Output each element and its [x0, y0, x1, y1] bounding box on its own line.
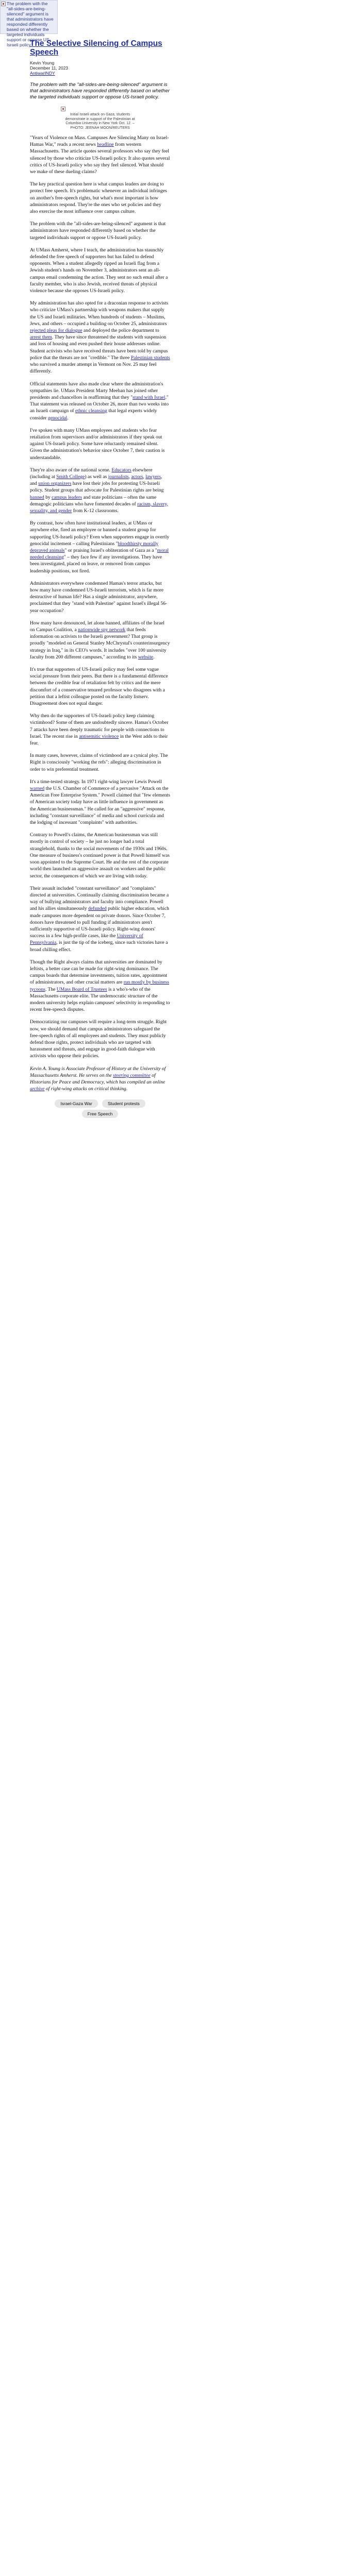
article-paragraph — [30, 520, 170, 574]
tag-list — [30, 1099, 170, 1118]
text-run: who survived a murder attempt in Vermont on Nov. 25 may feel differently. — [30, 362, 157, 375]
inline-link[interactable]: genocidal — [47, 415, 68, 421]
photo-caption: Initial Israeli attack on Gaza; students demonstrate in support of the Palestinian at Columbia University in New York Oct. 12. – PHOTO: JEENAH MOON/REUTERS — [65, 113, 135, 130]
text-run: "Years of Violence on Mass. Campuses Are Silencing Many on Israel-Hamas War," reads a recent news — [30, 135, 169, 148]
inline-link[interactable]: actors — [131, 473, 143, 480]
text-run: . — [67, 415, 69, 421]
article-paragraph — [30, 1019, 170, 1059]
text-run: Administrators everywhere condemned Hamas's terror attacks, but how many have condemned US-Israeli terrorism, which is far more destructive of human life? Has a single administrator, anywhere, proclaimed that they "stand with Palestine" against Israel's illegal 56-year occupation? — [30, 580, 168, 614]
inline-link[interactable]: website — [138, 654, 153, 660]
text-run: , — [143, 473, 146, 480]
text-run: Contrary to Powell's claims, the American businessman was still mostly in control of society – he just no longer had a total stranglehold, thanks to the social movements of the 1930s and 1960s. One measure of business's continued power is that Powell himself was soon appointed to the Supreme Court. He and the rest of the corporate world then launched an aggressive assault on workers and the public sector, the consequences of which we are living with today. — [30, 832, 170, 879]
inline-link[interactable]: arrest them — [30, 334, 52, 341]
text-run: , and — [30, 473, 162, 487]
publish-date: December 11, 2023 — [30, 65, 69, 71]
inline-link[interactable]: UMass Board of Trustees — [56, 986, 107, 992]
article-body — [30, 134, 170, 1060]
text-run: Why then do the supporters of US-Israeli policy keep claiming victimhood? Some of them are undoubtedly sincere. Hamas's October 7 attacks have been deeply traumatic for people with connections to Israel. The recent rise in — [30, 713, 169, 739]
article-paragraph — [30, 181, 170, 215]
author-name: Kevin Young — [30, 60, 55, 65]
text-run: of right-wing attacks on critical thinking. — [44, 1086, 128, 1092]
article-photo — [30, 105, 170, 130]
inline-link[interactable]: headline — [97, 142, 114, 148]
article-paragraph — [30, 885, 170, 953]
text-run: in the West adds to their fear. — [30, 733, 168, 747]
text-run: ." That statement was released on October 26, more than two weeks into an Israeli campaign of — [30, 394, 169, 414]
text-run: by — [44, 494, 52, 500]
broken-image-icon — [61, 107, 65, 111]
text-run: How many have denounced, let alone banned, affiliates of the Israel on Campus Coalition, a — [30, 620, 165, 633]
text-run: . They have since threatened the students with suspension and loss of housing and even pushed their house addresses online. Student activists who have received threats have been told by campus police that the threats are not "credible." The three — [30, 334, 168, 361]
text-run: It's true that supporters of US-Israeli policy may feel some vague social pressure from their peers. But there is a fundamental difference between the credible fear of retaliation felt by critics and the mere discomfort of a conservative tenured professor who disagrees with a petition that a leftist colleague posted on the faculty listserv. Disagreement does not equal danger. — [30, 667, 168, 707]
article-paragraph — [30, 959, 170, 1013]
text-run: public higher education, which made campuses more dependent on private donors. Since October 7, donors have threatened to pull funding if administrators aren't sufficiently supportive of US-Israeli policy. Right-wing donors' success in a few high-profile cases, like the — [30, 906, 169, 939]
text-run: They're also aware of the national scene. — [30, 467, 112, 473]
text-run: and state politicians – often the same demagogic politicians who have fomented decades of — [30, 494, 157, 507]
text-run: Their assault included "constant surveillance" and "complaints" directed at universities. Continually claiming discrimination became a way of bullying administrators and faculty into compliance. Powell and his allies simultaneously — [30, 885, 169, 912]
article-paragraph — [30, 713, 170, 747]
text-run: , is just the tip of the iceberg, since such victories have a broad chilling effect. — [30, 940, 168, 953]
text-run: of Historians for Peace and Democracy, which has compiled an online — [30, 1072, 166, 1085]
inline-link[interactable]: journalists — [108, 473, 129, 480]
inline-link[interactable]: union organizers — [38, 481, 72, 487]
inline-link[interactable]: lawyers — [145, 473, 161, 480]
text-run: The key practical question here is what campus leaders are doing to protect free speech. It's problematic whenever an individual infringes on another's free-speech rights, but what's most important is how administrators respond. They're the ones who set policies and they also exercise the most influence over campus culture. — [30, 181, 167, 215]
text-run: that legal experts widely consider — [30, 408, 157, 421]
article-paragraph — [30, 752, 170, 773]
inline-link[interactable]: run mostly by business tycoons — [30, 979, 169, 992]
text-run: from K-12 classrooms. — [72, 507, 119, 514]
article — [30, 39, 170, 1118]
byline — [30, 60, 170, 76]
inline-link[interactable]: archive — [30, 1086, 45, 1092]
text-run: It's a time-tested strategy. In 1971 right-wing lawyer Lewis Powell — [30, 778, 162, 785]
text-run: is a who's-who of the Massachusetts corporate elite. The undemocratic structure of the modern university helps explain campuses' selectivity in responding to recent free-speech disputes. — [30, 986, 170, 1013]
article-lede: The problem with the "all-sides-are-being-silenced" argument is that administrators have responded differently based on whether the targeted individuals support or oppose US-Israeli policy. — [30, 82, 170, 100]
text-run: At UMass Amherst, where I teach, the administration has staunchly defended the free speech of supporters but has failed to defend opponents. When a student allegedly ripped an Israeli flag from a Jewish student's hands on November 3, administrators sent an all-campus email condemning the action. They sent no such email after a faculty member, who is also Jewish, received threats of physical violence because she opposes US-Israeli policy. — [30, 247, 168, 294]
article-paragraph — [30, 381, 170, 421]
header-image — [0, 0, 58, 47]
article-paragraph — [30, 467, 170, 514]
topic-tag[interactable]: Student protests — [102, 1099, 145, 1108]
text-run: and deployed the police department to — [82, 328, 159, 334]
inline-link[interactable]: stand with Israel — [133, 394, 166, 400]
text-run: that feeds information on activists to the Israeli government? That group is proudly "modeled on General Stanley McChrystal's counterinsurgency strategy in Iraq," in its CEO's words. It includes "over 100 university faculty from 200 different campuses," according to its — [30, 627, 170, 660]
article-paragraph — [30, 620, 170, 660]
article-paragraph — [30, 134, 170, 175]
inline-link[interactable]: rejected pleas for dialogue — [30, 328, 83, 334]
text-run: from western Massachusetts. The article quotes several professors who say they feel silenced by those who criticize US-Israeli policy. It also quotes several critics of US-Israeli policy who say they feel silenced. What should we make of these dueling claims? — [30, 142, 170, 175]
inline-link[interactable]: ethnic cleansing — [75, 408, 107, 414]
text-run: " or praising Israel's obliteration of Gaza as a " — [64, 547, 157, 553]
text-run: Kevin A. Young is Associate Professor of History at the University of Massachusetts Amherst. He serves on the — [30, 1065, 166, 1078]
text-run: My administration has also opted for a draconian response to activists who criticize UMass's partnership with weapons makers that supply the US and Israeli militaries. When hundreds of students – Muslims, Jews, and others – occupied a building on October 25, administrators — [30, 300, 169, 327]
inline-link[interactable]: racism, slavery, sexuality, and gender — [30, 501, 168, 514]
text-run: the U.S. Chamber of Commerce of a pervasive "Attack on the American Free Enterprise System." Powell claimed that "few elements of American society today have as little influence in government as the American businessman." He called for an "aggressive" response, including "constant surveillance" of media and school curricula and the lodging of incessant "complaints" with authorities. — [30, 786, 170, 826]
article-paragraph — [30, 580, 170, 614]
inline-link[interactable]: Smith College — [56, 473, 85, 480]
article-paragraph — [30, 832, 170, 879]
topic-tag[interactable]: Israel-Gaza War — [55, 1099, 98, 1108]
text-run: elsewhere (including at — [30, 467, 153, 480]
article-paragraph — [30, 300, 170, 375]
inline-link[interactable]: antisemitic violence — [79, 733, 119, 739]
inline-link[interactable]: warned — [30, 786, 45, 792]
author-bio — [30, 1065, 170, 1093]
text-run: . The — [45, 986, 57, 992]
inline-link[interactable]: banned — [30, 494, 44, 500]
text-run: , — [128, 473, 132, 480]
article-paragraph — [30, 666, 170, 707]
text-run: ) as well as — [85, 473, 108, 480]
text-run: " – they face few if any investigations. They have been investigated, placed on leave, or removed from campus leadership positions, not fired. — [30, 554, 162, 574]
text-run: The problem with the "all-sides-are-being-silenced" argument is that administrators have responded differently based on whether the targeted individuals support or oppose US-Israeli policy. — [30, 221, 166, 241]
text-run: Though the Right always claims that universities are dominated by leftists, a better case can be made for right-wing dominance. The campus boards that determine investments, tuition rates, appointment of administrators, and other crucial matters are — [30, 959, 168, 986]
inline-link[interactable]: campus leaders — [52, 494, 82, 500]
text-run: . — [153, 654, 155, 660]
outlet-link[interactable]: AntiwarINDY — [30, 71, 55, 76]
text-run: I've spoken with many UMass employees and students who fear retaliation from supervisors and/or administrators if they speak out against US-Israeli policy. Some have reluctantly remained silent. Given the administration's behavior since October 7, their caution is understandable. — [30, 427, 165, 461]
text-run: Official statements have also made clear where the administration's sympathies lie. UMass President Marty Meehan has joined other presidents and chancellors in reaffirming that they " — [30, 381, 163, 400]
inline-link[interactable]: moral needed cleansing — [30, 547, 169, 561]
article-title[interactable]: The Selective Silencing of Campus Speech — [30, 39, 162, 57]
article-paragraph — [30, 427, 170, 461]
inline-link[interactable]: bloodthirsty morally depraved animals — [30, 540, 159, 553]
article-paragraph — [30, 221, 170, 241]
header-image-alt: The problem with the "all-sides-are-being-silenced" argument is that administrators have responded differently based on whether the targeted individuals support or oppose US-Israeli policy — [7, 1, 54, 47]
inline-link[interactable]: Educators — [111, 467, 132, 473]
inline-link[interactable]: steering committee — [113, 1072, 151, 1078]
broken-image-icon — [1, 2, 6, 6]
photo-frame — [30, 105, 170, 113]
inline-link[interactable]: University of Pennsylvania — [30, 933, 143, 946]
text-run: Democratizing our campuses will require a long-term struggle. Right now, we should demand that campus administrators safeguard the free-speech rights of all employees and students. They must publicly defend those rights, protect individuals who are targeted with harassment and threats, and engage in good-faith dialogue with activists who oppose their policies. — [30, 1019, 167, 1059]
inline-link[interactable]: defunded — [88, 906, 107, 912]
topic-tag[interactable]: Free Speech — [82, 1110, 119, 1118]
article-paragraph — [30, 247, 170, 294]
text-run: have lost their jobs for protesting US-Israeli policy. Student groups that advocate for Palestinian rights are being — [30, 481, 164, 494]
text-run: By contrast, how often have institutional leaders, at UMass or anywhere else, fired an employee or banned a student group for supporting US-Israeli policy? Even when supporters engage in overtly genocidal incitement – calling Palestinians " — [30, 520, 170, 547]
text-run: In many cases, however, claims of victimhood are a cynical ploy. The Right is consciously "working the refs": alleging discrimination in order to win preferential treatment. — [30, 753, 168, 772]
article-paragraph — [30, 778, 170, 826]
inline-link[interactable]: nationwide spy network — [78, 627, 126, 633]
inline-link[interactable]: Palestinian students — [130, 354, 170, 361]
